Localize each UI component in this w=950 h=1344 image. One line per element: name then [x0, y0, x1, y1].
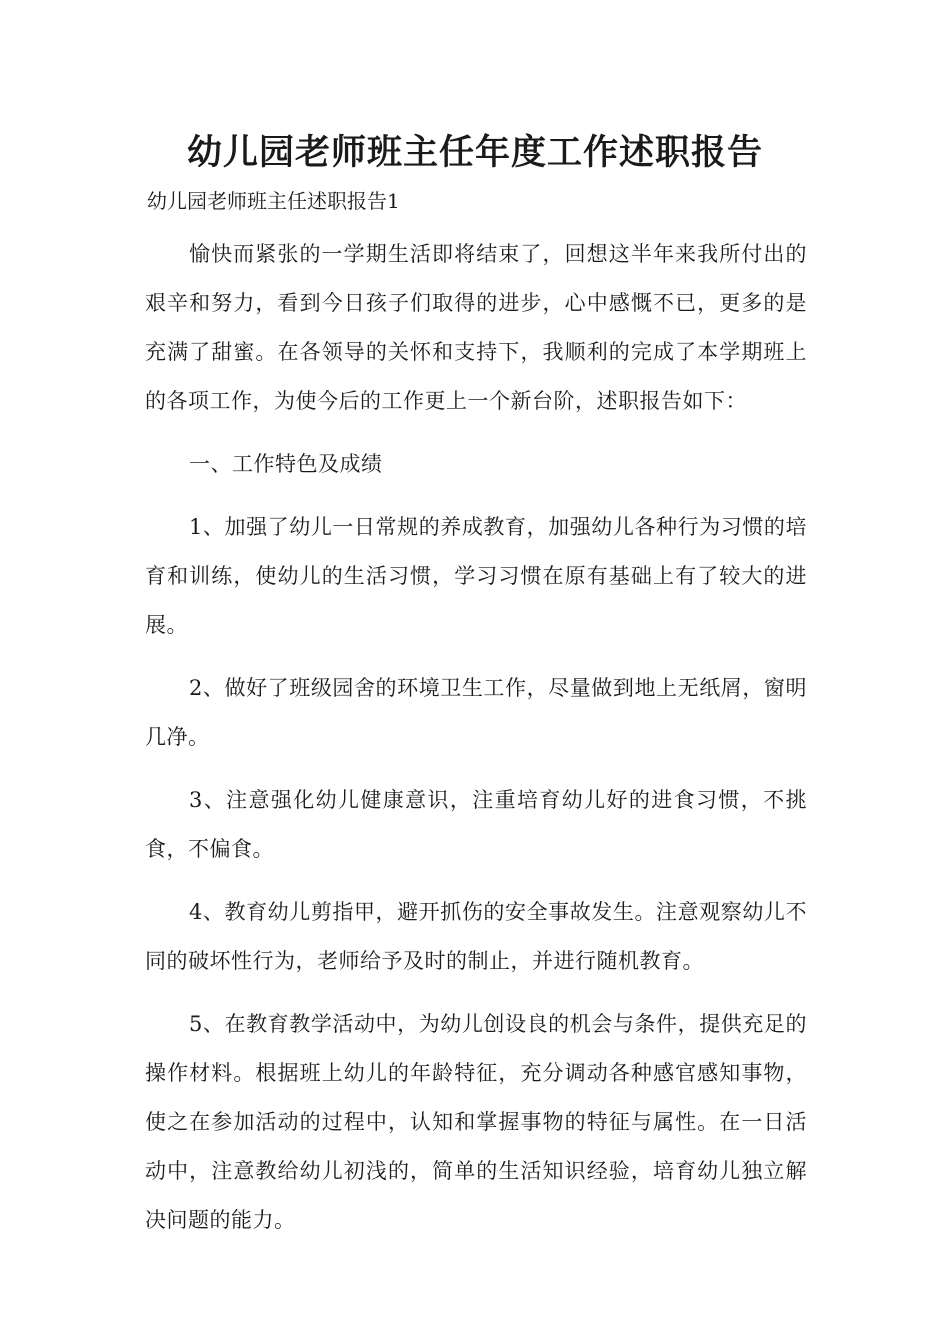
document-title: 幼儿园老师班主任年度工作述职报告 — [186, 133, 763, 173]
paragraph-item-1: 1、加强了幼儿一日常规的养成教育，加强幼儿各种行为习惯的培育和训练，使幼儿的生活习惯，学习习惯在原有基础上有了较大的进展。 — [145, 515, 807, 637]
paragraph-intro: 愉快而紧张的一学期生活即将结束了，回想这半年来我所付出的艰辛和努力，看到今日孩子们取得的进步，心中感慨不已，更多的是充满了甜蜜。在各领导的关怀和支持下，我顺利的完成了本学期班上的各项工作，为使今后的工作更上一个新台阶，述职报告如下： — [145, 242, 807, 413]
document-subtitle: 幼儿园老师班主任述职报告1 — [147, 189, 400, 213]
section-heading-work-features: 一、工作特色及成绩 — [189, 452, 383, 476]
paragraph-item-5: 5、在教育教学活动中，为幼儿创设良的机会与条件，提供充足的操作材料。根据班上幼儿的年龄特征，充分调动各种感官感知事物，使之在参加活动的过程中，认知和掌握事物的特征与属性。在一日活动中，注意教给幼儿初浅的，简单的生活知识经验，培育幼儿独立解决问题的能力。 — [145, 1012, 807, 1232]
paragraph-item-4: 4、教育幼儿剪指甲，避开抓伤的安全事故发生。注意观察幼儿不同的破坏性行为，老师给予及时的制止，并进行随机教育。 — [145, 900, 807, 973]
paragraph-item-2: 2、做好了班级园舍的环境卫生工作，尽量做到地上无纸屑，窗明几净。 — [145, 676, 807, 749]
paragraph-item-3: 3、注意强化幼儿健康意识，注重培育幼儿好的进食习惯，不挑食，不偏食。 — [145, 788, 807, 861]
document-body — [145, 230, 807, 1259]
